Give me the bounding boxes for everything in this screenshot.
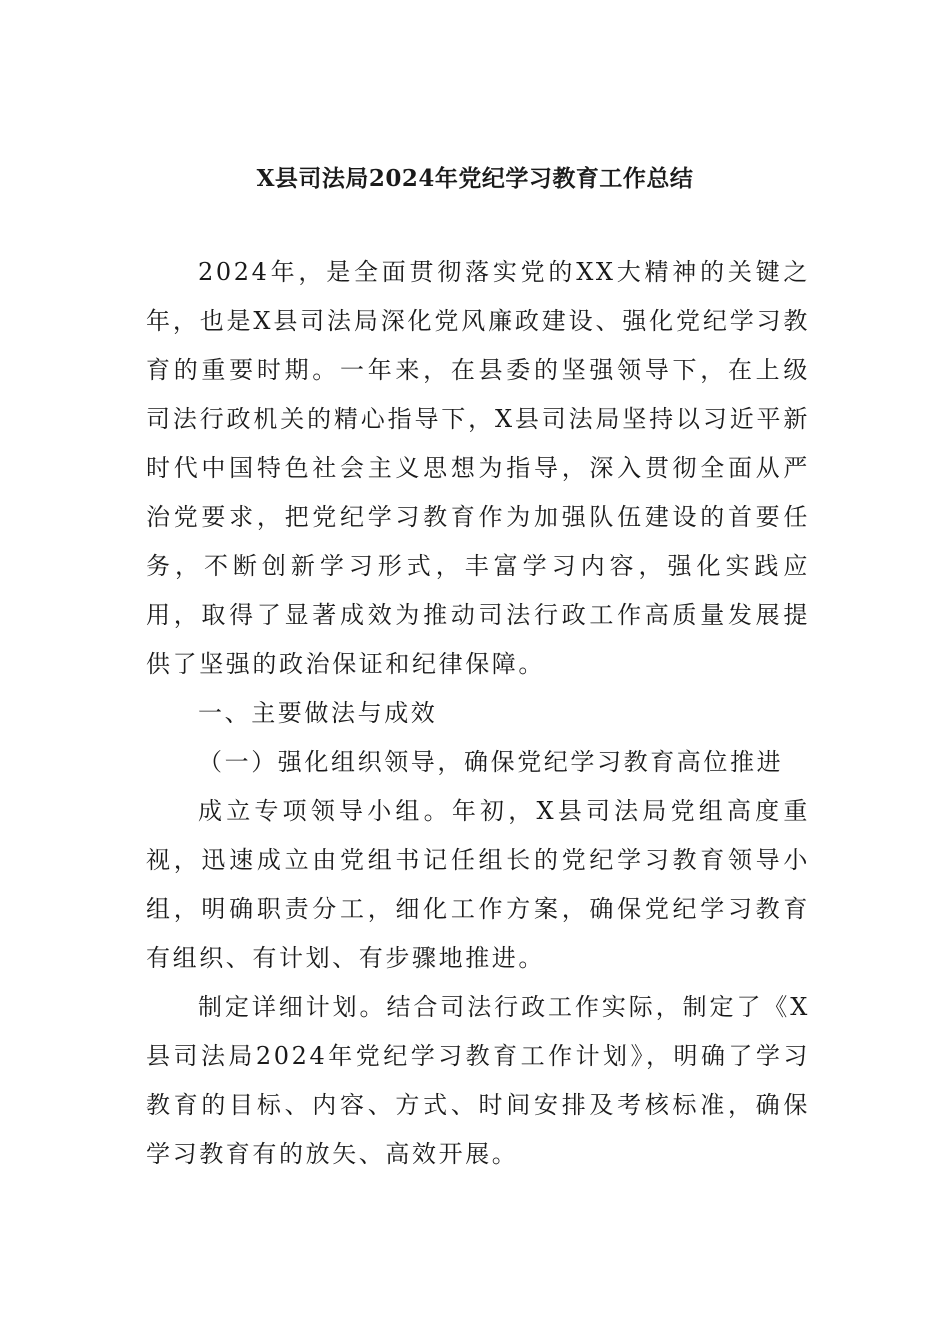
document-title: X县司法局2024年党纪学习教育工作总结: [256, 165, 694, 192]
document-body: [146, 248, 810, 1179]
subsection-heading: （一）强化组织领导，确保党纪学习教育高位推进: [198, 748, 784, 776]
section-heading: 一、主要做法与成效: [198, 699, 438, 727]
body-paragraph: 成立专项领导小组。年初，X县司法局党组高度重视，迅速成立由党组书记任组长的党纪学习教育领导小组，明确职责分工，细化工作方案，确保党纪学习教育有组织、有计划、有步骤地推进。: [146, 797, 810, 972]
intro-paragraph: 2024年，是全面贯彻落实党的XX大精神的关键之年，也是X县司法局深化党风廉政建设、强化党纪学习教育的重要时期。一年来，在县委的坚强领导下，在上级司法行政机关的精心指导下，X县司法局坚持以习近平新时代中国特色社会主义思想为指导，深入贯彻全面从严治党要求，把党纪学习教育作为加强队伍建设的首要任务，不断创新学习形式，丰富学习内容，强化实践应用，取得了显著成效为推动司法行政工作高质量发展提供了坚强的政治保证和纪律保障。: [146, 258, 810, 678]
body-paragraph: 制定详细计划。结合司法行政工作实际，制定了《X县司法局2024年党纪学习教育工作计划》，明确了学习教育的目标、内容、方式、时间安排及考核标准，确保学习教育有的放矢、高效开展。: [146, 993, 810, 1168]
